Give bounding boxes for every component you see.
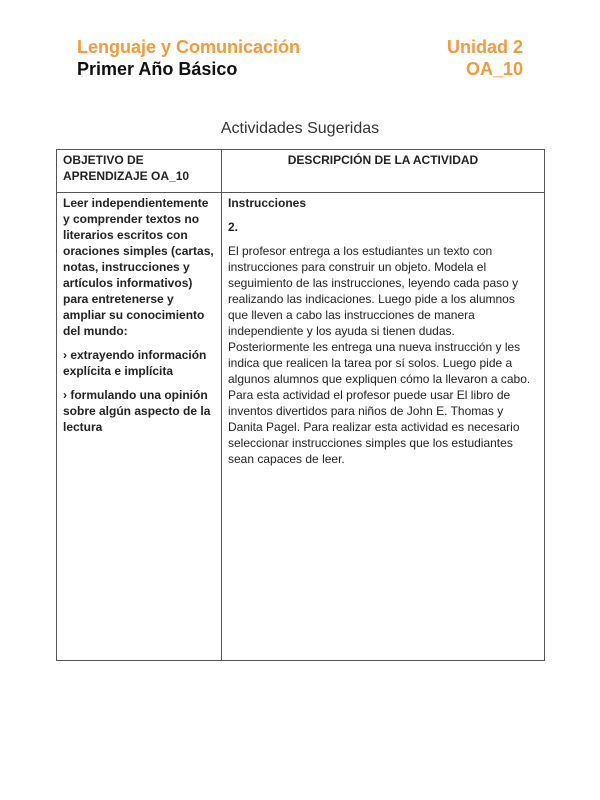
objective-code: OA_10 [465, 59, 523, 79]
objective-bullet: › formulando una opinión sobre algún aspecto de la lectura [63, 388, 211, 434]
subject-title: Lenguaje y Comunicación [77, 37, 301, 57]
objective-bullet: › extrayendo información explícita e implícita [63, 348, 207, 378]
table-body-row [57, 193, 545, 661]
activity-title: Instrucciones [228, 196, 307, 210]
objective-column-header: OBJETIVO DE APRENDIZAJE OA_10 [57, 150, 222, 193]
objective-text: Leer independientemente y comprender textos no literarios escritos con oraciones simples (cartas, notas, instrucciones y artículos informativos) para entretenerse y ampliar su conocimiento del mundo: [63, 196, 214, 338]
description-column-header: DESCRIPCIÓN DE LA ACTIVIDAD [222, 150, 545, 193]
activity-description: El profesor entrega a los estudiantes un texto con instrucciones para construir un objeto. Modela el seguimiento de las instrucciones, leyendo cada paso y realizando las indicaciones. Luego pide a los alumnos que lleven a cabo las instrucciones de manera independiente y los ayuda si tienen dudas. Posteriormente les entrega una nueva instrucción y les indica que realicen la tarea por sí solos. Luego pide a algunos alumnos que expliquen cómo la llevaron a cabo. Para esta actividad el profesor puede usar El libro de inventos divertidos para niños de John E. Thomas y Danita Pagel. Para realizar esta actividad es necesario seleccionar instrucciones simples que los estudiantes sean capaces de leer. [228, 244, 531, 466]
header-row-bottom [77, 58, 523, 80]
activity-number: 2. [228, 220, 239, 234]
table-header-row [57, 150, 545, 193]
page-header [77, 36, 523, 80]
activity-table [56, 149, 545, 661]
objective-cell [57, 193, 222, 661]
unit-label: Unidad 2 [446, 37, 523, 57]
description-cell [222, 193, 545, 661]
grade-label: Primer Año Básico [77, 59, 238, 79]
header-row-top [77, 36, 523, 58]
section-title: Actividades Sugeridas [220, 120, 380, 137]
